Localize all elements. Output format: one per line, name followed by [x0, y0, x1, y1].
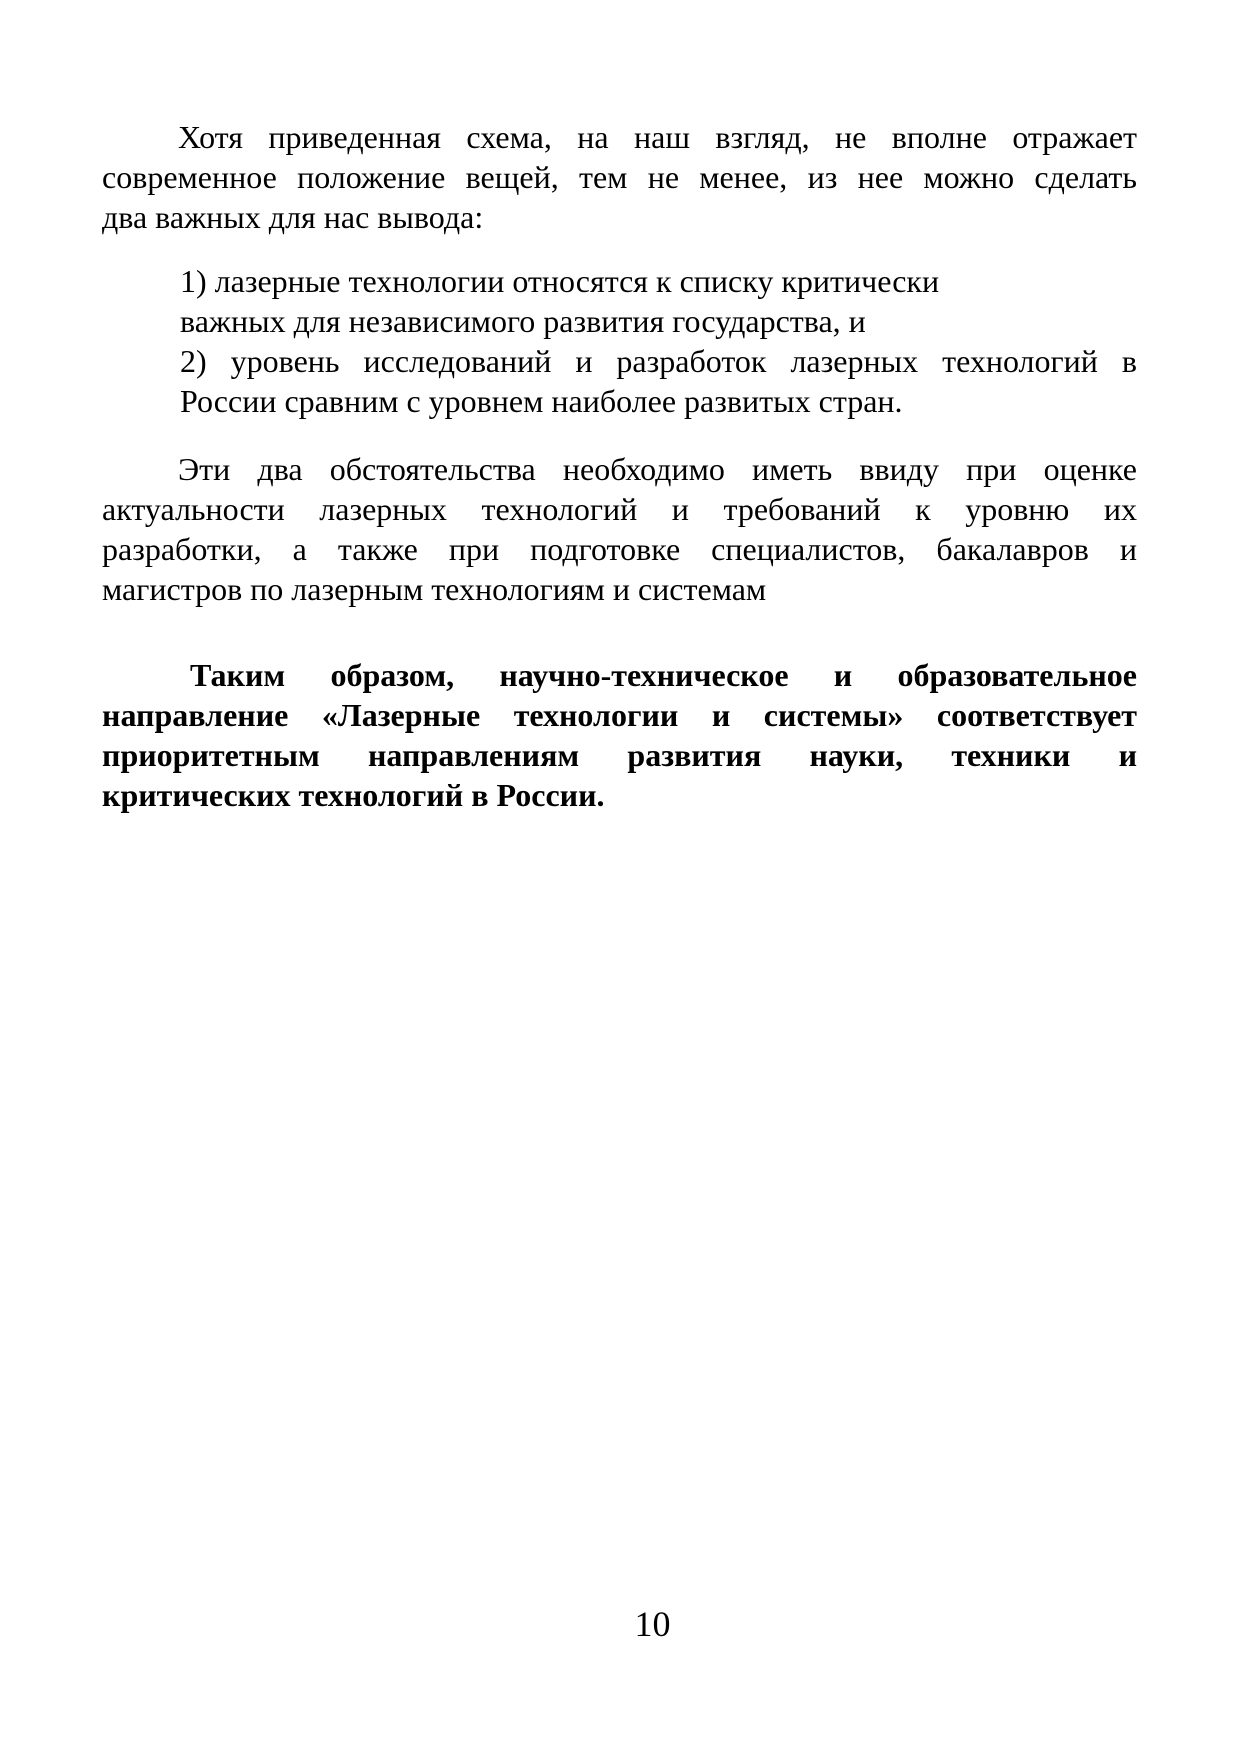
text-line: современное положение вещей, тем не менее, из нее можно сделать — [102, 159, 1137, 195]
text-line: Таким образом, научно-техническое и образовательное — [190, 657, 1137, 693]
text-line: направление «Лазерные технологии и системы» соответствует — [102, 697, 1137, 733]
text-line: два важных для нас вывода: — [102, 199, 484, 235]
text-line: Хотя приведенная схема, на наш взгляд, не вполне отражает — [178, 119, 1137, 155]
text-line: магистров по лазерным технологиям и системам — [102, 571, 767, 607]
text-line: разработки, а также при подготовке специалистов, бакалавров и — [102, 531, 1137, 567]
paragraph-intro — [102, 117, 1137, 237]
paragraph-numbered-conclusions — [180, 261, 1137, 421]
list-item-1-line: важных для независимого развития государства, и — [180, 303, 866, 339]
paragraph-two-circumstances — [102, 449, 1137, 609]
text-line: приоритетным направлениям развития науки, техники и — [102, 737, 1137, 773]
text-line: критических технологий в России. — [102, 777, 605, 813]
paragraph-conclusion-bold — [102, 655, 1137, 815]
text-line: Эти два обстоятельства необходимо иметь ввиду при оценке — [178, 451, 1137, 487]
list-item-2-line: 2) уровень исследований и разработок лазерных технологий в — [180, 343, 1137, 379]
page-content — [102, 117, 1137, 815]
page-number: 10 — [634, 1604, 671, 1644]
text-line: актуальности лазерных технологий и требований к уровню их — [102, 491, 1137, 527]
list-item-2-line: России сравним с уровнем наиболее развитых стран. — [180, 383, 903, 419]
list-item-1-line: 1) лазерные технологии относятся к списку критически — [180, 263, 940, 299]
